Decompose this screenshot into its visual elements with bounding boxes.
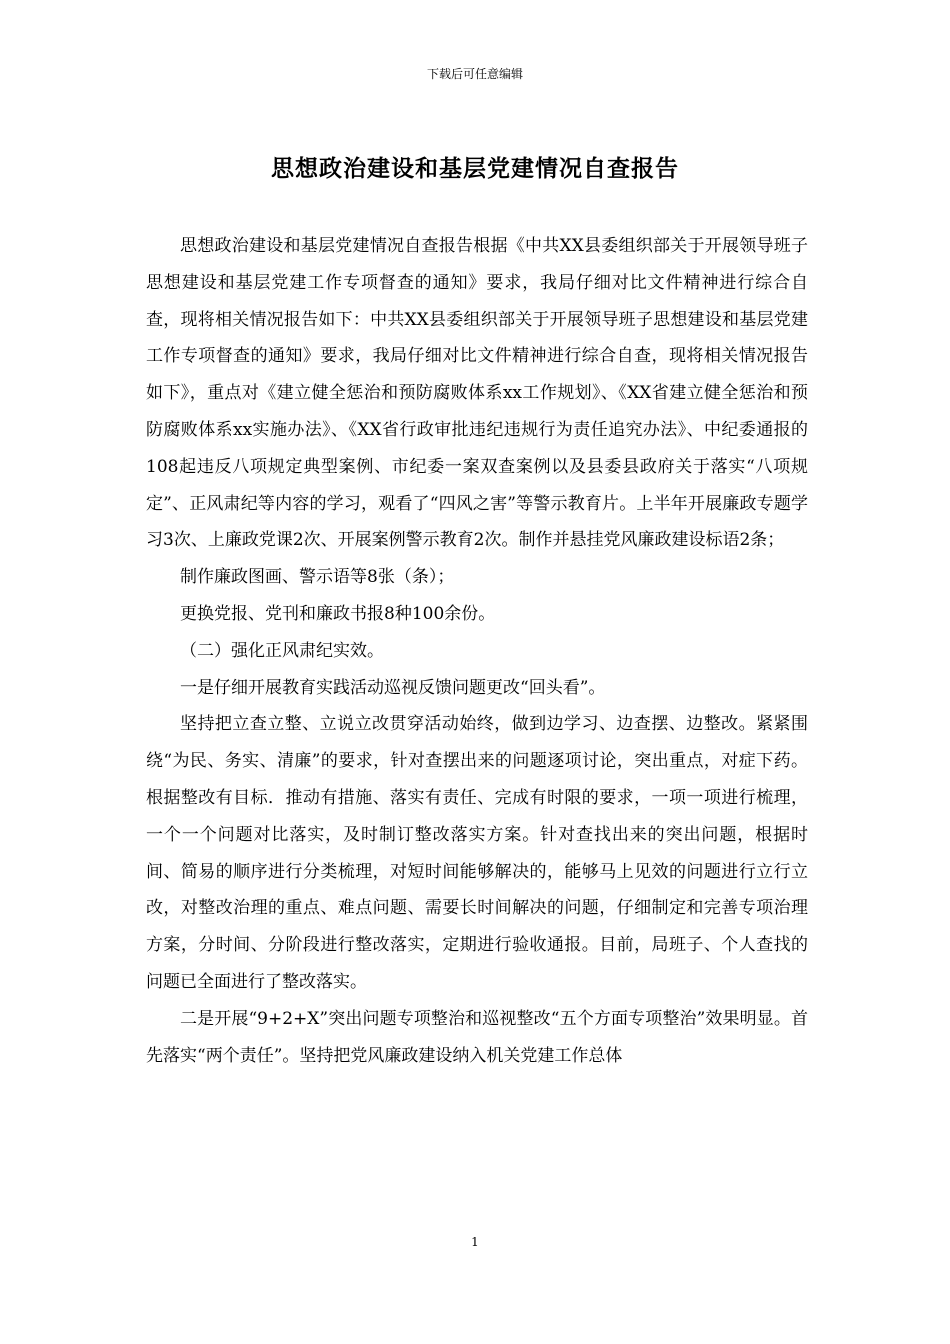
paragraph: 坚持把立查立整、立说立改贯穿活动始终，做到边学习、边查摆、边整改。紧紧围绕“为民、务实、清廉”的要求，针对查摆出来的问题逐项讨论，突出重点，对症下药。根据整改有目标．推动有措施、落实有责任、完成有时限的要求，一项一项进行梳理，一个一个问题对比落实，及时制订整改落实方案。针对查找出来的突出问题，根据时间、简易的顺序进行分类梳理，对短时间能够解决的，能够马上见效的问题进行立行立改，对整改治理的重点、难点问题、需要长时间解决的问题，仔细制定和完善专项治理方案，分时间、分阶段进行整改落实，定期进行验收通报。目前，局班子、个人查找的问题已全面进行了整改落实。 — [146, 714, 808, 992]
paragraph: 更换党报、党刊和廉政书报8种100余份。 — [180, 603, 496, 624]
section-heading: （二）强化正风肃纪实效。 — [180, 640, 384, 661]
document-title: 思想政治建设和基层党建情况自查报告 — [271, 155, 679, 182]
paragraph: 思想政治建设和基层党建情况自查报告根据《中共XX县委组织部关于开展领导班子思想建设和基层党建工作专项督查的通知》要求，我局仔细对比文件精神进行综合自查，现将相关情况报告如下：中共XX县委组织部关于开展领导班子思想建设和基层党建工作专项督查的通知》要求，我局仔细对比文件精神进行综合自查，现将相关情况报告如下》，重点对《建立健全惩治和预防腐败体系xx工作规划》、《XX省建立健全惩治和预防腐败体系xx实施办法》、《XX省行政审批违纪违规行为责任追究办法》、中纪委通报的108起违反八项规定典型案例、市纪委一案双查案例以及县委县政府关于落实“八项规定”、正风肃纪等内容的学习，观看了“四风之害”等警示教育片。上半年开展廉政专题学习3次、上廉政党课2次、开展案例警示教育2次。制作并悬挂党风廉政建设标语2条； — [146, 236, 808, 551]
paragraph: 一是仔细开展教育实践活动巡视反馈问题更改“回头看”。 — [180, 677, 606, 698]
header-note: 下载后可任意编辑 — [426, 67, 523, 81]
page-number: 1 — [471, 1235, 479, 1249]
document-body — [146, 228, 808, 1074]
paragraph: 制作廉政图画、警示语等8张（条）； — [180, 567, 455, 588]
paragraph: 二是开展“9+2+X”突出问题专项整治和巡视整改“五个方面专项整治”效果明显。首先落实“两个责任”。坚持把党风廉政建设纳入机关党建工作总体 — [146, 1008, 808, 1066]
